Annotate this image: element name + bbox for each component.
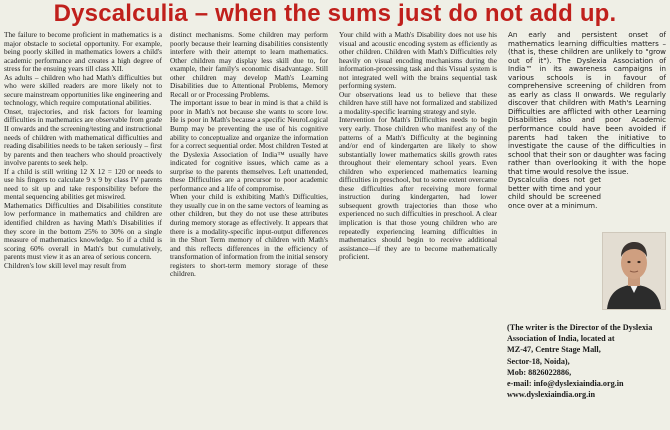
author-website: www.dyslexiaindia.org.in <box>507 390 596 400</box>
paragraph: distinct mechanisms. Some children may perform poorly because their learning disabilities consistently interfere with their attempt to learn mathematics. Other children may display less skill due to, for example, their family's economic disadvantage. Still other children may develop Math's Learning Disabilities due to Attentional Problems, Memory Recall or or Processing Problems. <box>170 30 328 99</box>
column-3 <box>339 31 497 262</box>
paragraph: Your child with a Math's Disability does not use his visual and acoustic encoding system as efficiently as other children. Children with Math's Difficulties rely heavily on visual encoding mechanisms during the information-processing task and this Visual system is not integrated well with the brains sequential task performing system. <box>339 30 497 91</box>
paragraph: As adults – children who had Math's difficulties but who were skilled readers are more likely not to secure mainstream opportunities like engineering and technology, which require computational abilities. <box>4 72 162 108</box>
author-note-line: Association of India, located at <box>507 334 615 344</box>
column-1 <box>4 31 162 270</box>
paragraph: Our observations lead us to believe that these children have still have not formalized and stabilized a modality-specific learning strategy and style. <box>339 89 497 116</box>
paragraph: Children's low skill level may result from <box>4 260 127 270</box>
paragraph: Dyscalculia does not get better with time and your child should be screened once over at a minimum. <box>508 175 601 210</box>
author-photo <box>602 232 666 310</box>
article-headline: Dyscalculia – when the sums just do not add up. <box>53 0 617 27</box>
paragraph: An early and persistent onset of mathematics learning difficulties matters – (that is, these children are unlikely to "grow out of it"). The Dyslexia Association of India™ in its awareness campaigns in various schools is in favour of comprehensive screening of children from as early as class II onwards. We regularly discover that children with Math's Learning Difficulties are afflicted with other Learning Disabilities also and poor Academic performance could have been avoided if parents had taken the initiative to investigate the cause of the difficulties in school that their son or daughter was facing rather than overlooking it with the hope that time would resolve the issue. <box>508 30 666 176</box>
author-email: e-mail: info@dyslexiaindia.org.in <box>507 379 624 389</box>
author-address: Sector-18, Noida), <box>507 356 570 366</box>
paragraph: The important issue to bear in mind is that a child is poor in Math's not because she wants to score low. He is poor in Math's because a specific NeuroLogical Bump may be preventing the use of his cognitive ability to conceptualize and organize the information for a correct sequential order. Most children Tested at the Dyslexia Association of India™ usually have indicated for cognitive issues, which came as a surprise to the parents themselves. Left unattended, these Difficulties are a precursor to poor academic performance and a life of compromise. <box>170 98 328 193</box>
paragraph: The failure to become proficient in mathematics is a major obstacle to societal opportunity. For example, being poorly skilled in mathematics lowers a child's academic performance and creates a high degree of stress for the ensuing years till class XII. <box>4 30 162 74</box>
paragraph: If a child is still writing 12 X 12 = 120 or needs to use his fingers to calculate 9 x 9 by class IV parents need to sit up and take responsibility before the mental sequencing abilities get miswired. <box>4 166 162 202</box>
author-address: MZ-47, Centre Stage Mall, <box>507 345 601 355</box>
paragraph: Mathematics Difficulties and Disabilities constitute low performance in mathematics and children are identified children as having Math's Disabilities if they score in the bottom 25% to 30% on a single measure of mathematics knowledge. So if a child is scoring 60% overall in Math's but cumulatively, parents must view it as an area of serious concern. <box>4 200 162 262</box>
column-2 <box>170 31 328 279</box>
paragraph: Intervention for Math's Difficulties needs to begin very early. Those children who manifest any of the patterns of a Math's Difficulty at the beginning and/or end of kindergarten are likely to show substantially lower mathematics skills growth rates throughout their elementary school years. Even children who experienced mathematics learning difficulties in preschool, but to some extent overcame these difficulties after receiving more formal instruction during kindergarten, had lower subsequent growth trajectories than those who experienced no such difficulties in preschool. A clear implication is that those young children who are repeatedly experiencing learning difficulties in mathematics should begin to receive additional assistance—if they are to become mathematically proficient. <box>339 115 497 262</box>
author-portrait-image <box>603 233 665 309</box>
author-note <box>507 322 667 400</box>
paragraph: When your child is exhibiting Math's Difficulties, they usually cue in on the same vectors of learning as other children, but they do not use these attributes during memory storage as effectively. It appears that there is a modality-specific input-output differences in the Short Term memory of children with Math's and this reflects differences in the efficiency of transformation of information from the initial sensory registers to short-term memory storage of these children. <box>170 192 328 279</box>
author-note-line: (The writer is the Director of the Dyslexia <box>507 323 653 332</box>
author-phone: Mob: 8826022886, <box>507 367 572 377</box>
paragraph: Onset, trajectories, and risk factors for learning difficulties in mathematics are observable from grade II onwards and the screening/testing and instructional needs of children with mathematical difficulties and reading disabilities needs to be taken seriously – first by parents and then teachers who should proactively involve parents to seek help. <box>4 106 162 168</box>
column-4 <box>508 31 666 210</box>
